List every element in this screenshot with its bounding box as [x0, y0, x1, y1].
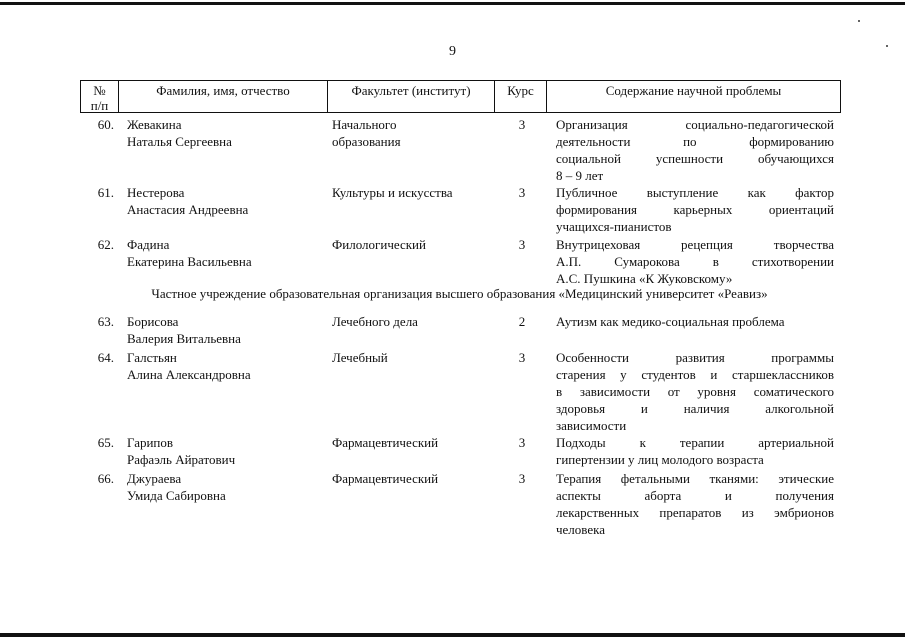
topic-line: Аутизм как медико-социальная проблема — [556, 314, 785, 329]
topic-line: формирования карьерных ориентаций — [556, 202, 834, 217]
given-names: Умида Сабировна — [127, 488, 226, 503]
topic-line: социальной успешности обучающихся — [556, 151, 834, 166]
row-year: 3 — [518, 350, 526, 365]
row-name — [127, 349, 327, 383]
row-faculty: Культуры и искусства — [332, 185, 453, 200]
surname: Гарипов — [127, 435, 174, 450]
topic-line: зависимости — [556, 418, 627, 433]
given-names: Алина Александровна — [127, 367, 251, 382]
faculty-line: образования — [332, 134, 401, 149]
row-faculty: Фармацевтический — [332, 471, 439, 486]
row-topic — [556, 434, 834, 468]
header-topic: Содержание научной проблемы — [605, 83, 782, 98]
table-header — [80, 80, 841, 113]
topic-line: Организация социально-педагогической — [556, 117, 834, 132]
scan-border-bottom — [0, 633, 905, 637]
row-faculty — [332, 116, 494, 150]
row-num: 64. — [97, 350, 114, 365]
row-name — [127, 313, 327, 347]
row-topic — [556, 470, 834, 538]
row-year: 3 — [518, 435, 526, 450]
scan-border-top — [0, 2, 905, 5]
topic-line: лекарственных препаратов из эмбрионов — [556, 505, 834, 520]
section-title: Частное учреждение образовательная организация высшего образования «Медицинский университет «Реавиз» — [151, 286, 768, 301]
surname: Джураева — [127, 471, 182, 486]
header-year: Курс — [495, 81, 547, 113]
row-topic — [556, 236, 834, 287]
header-faculty: Факультет (институт) — [328, 81, 495, 113]
page-number: 9 — [449, 44, 456, 59]
topic-line: Терапия фетальными тканями: этические — [556, 471, 834, 486]
row-num: 61. — [97, 185, 114, 200]
row-num: 63. — [97, 314, 114, 329]
row-num: 60. — [97, 117, 114, 132]
surname: Жевакина — [127, 117, 182, 132]
topic-line: Особенности развития программы — [556, 350, 834, 365]
row-year: 2 — [518, 314, 526, 329]
header-num-line1: № — [93, 83, 106, 98]
given-names: Екатерина Васильевна — [127, 254, 252, 269]
row-num: 62. — [97, 237, 114, 252]
row-num: 66. — [97, 471, 114, 486]
row-topic — [556, 349, 834, 434]
row-year: 3 — [518, 117, 526, 132]
header-name: Фамилия, имя, отчество — [119, 81, 328, 113]
row-faculty: Лечебного дела — [332, 314, 418, 329]
topic-line: старения у студентов и старшеклассников — [556, 367, 834, 382]
given-names: Рафаэль Айратович — [127, 452, 236, 467]
row-faculty: Лечебный — [332, 350, 388, 365]
topic-line: Публичное выступление как фактор — [556, 185, 834, 200]
surname: Галстьян — [127, 350, 177, 365]
surname: Борисова — [127, 314, 179, 329]
given-names: Валерия Витальевна — [127, 331, 241, 346]
surname: Нестерова — [127, 185, 185, 200]
given-names: Анастасия Андреевна — [127, 202, 249, 217]
topic-line: 8 – 9 лет — [556, 168, 604, 183]
row-name — [127, 236, 327, 270]
row-year: 3 — [518, 237, 526, 252]
topic-line: гипертензии у лиц молодого возраста — [556, 452, 764, 467]
row-topic — [556, 116, 834, 184]
row-name — [127, 184, 327, 218]
topic-line: здоровья и наличия алкогольной — [556, 401, 834, 416]
topic-line: человека — [556, 522, 606, 537]
topic-line: Внутрицеховая рецепция творчества — [556, 237, 834, 252]
topic-line: в зависимости от уровня соматического — [556, 384, 834, 399]
topic-line: аспекты аборта и получения — [556, 488, 834, 503]
row-name — [127, 434, 327, 468]
topic-line: деятельности по формированию — [556, 134, 834, 149]
row-year: 3 — [518, 471, 526, 486]
row-year: 3 — [518, 185, 526, 200]
header-num — [81, 81, 119, 113]
row-name — [127, 470, 327, 504]
header-num-line2: п/п — [90, 98, 109, 113]
faculty-line: Начального — [332, 117, 397, 132]
topic-line: А.С. Пушкина «К Жуковскому» — [556, 271, 733, 286]
topic-line: учащихся-пианистов — [556, 219, 672, 234]
row-name — [127, 116, 327, 150]
row-num: 65. — [97, 435, 114, 450]
row-topic — [556, 313, 834, 330]
topic-line: Подходы к терапии артериальной — [556, 435, 834, 450]
row-topic — [556, 184, 834, 235]
scan-speck — [858, 20, 860, 22]
surname: Фадина — [127, 237, 170, 252]
row-faculty: Фармацевтический — [332, 435, 439, 450]
topic-line: А.П. Сумарокова в стихотворении — [556, 254, 834, 269]
given-names: Наталья Сергеевна — [127, 134, 232, 149]
row-faculty: Филологический — [332, 237, 426, 252]
